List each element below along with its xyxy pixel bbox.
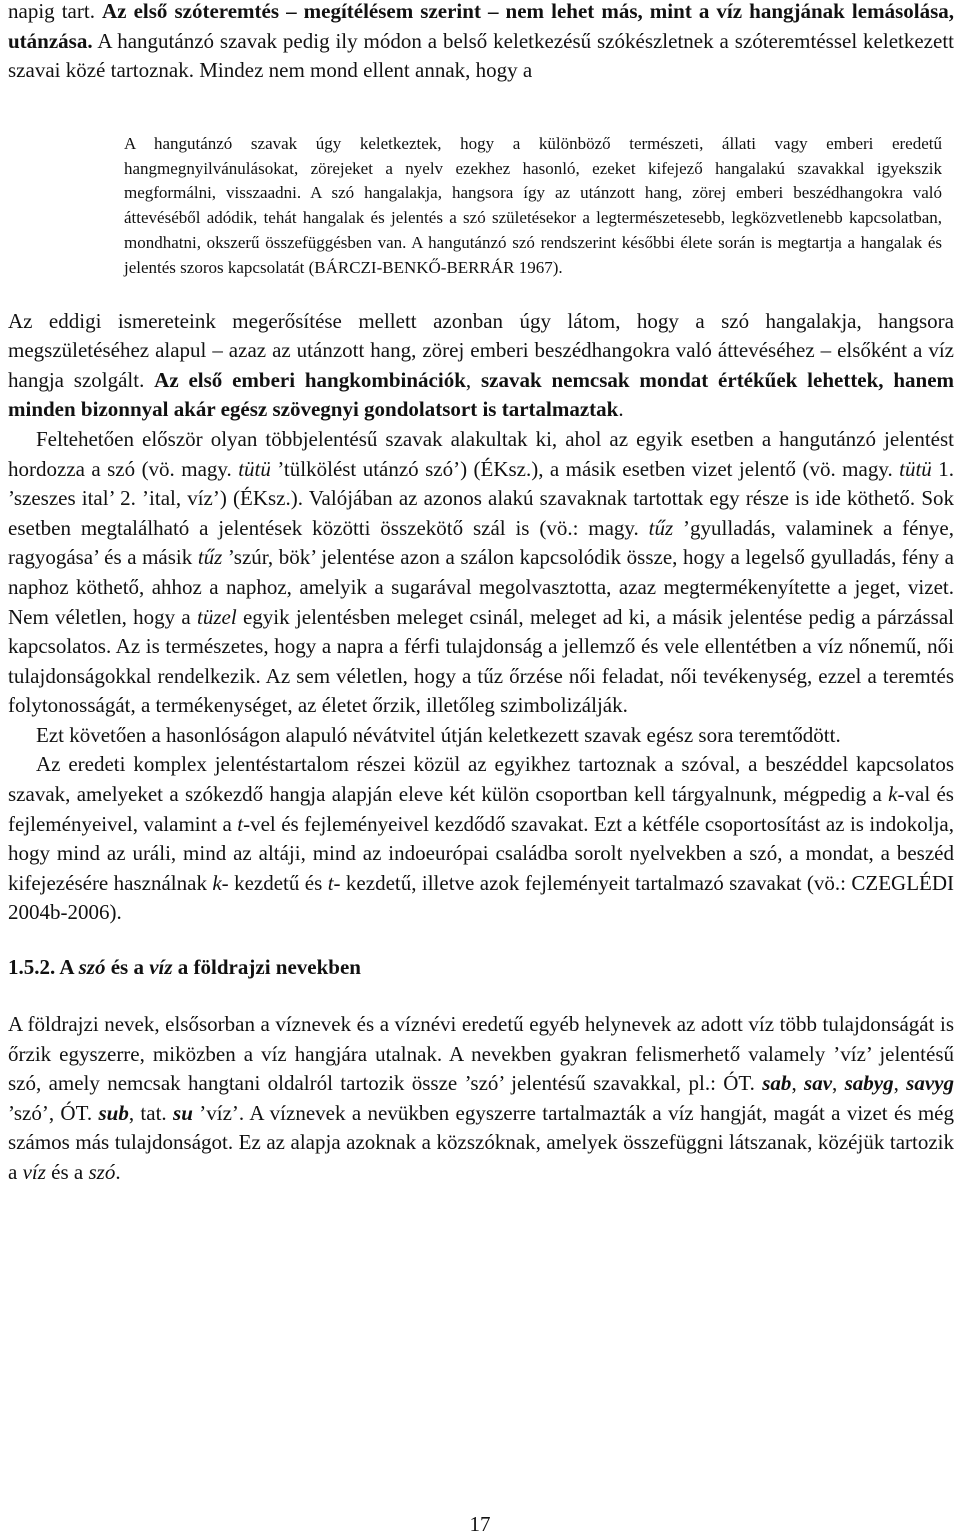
text-run: napig tart. <box>8 0 103 23</box>
italic-term: szó <box>88 1160 116 1184</box>
bold-run: Az első emberi hangkombinációk <box>154 367 466 392</box>
italic-term: tütü <box>899 456 932 481</box>
bold-claim: Az első szóteremtés – megítélésem szerint – nem lehet más, mint a víz hangjának lemásolása, utánzása. <box>8 0 954 53</box>
text-run: , <box>465 367 481 392</box>
text-run: egyik jelentésben meleget csinál, meleget ad ki, a másik jelentése pedig a párzással kapcsolatos. Az is természetes, hogy a napra a férfi tulajdonság a jellemző és vele ellentétben a víz nőnemű, női tulajdonságokkal rendelkezik. Az sem véletlen, hogy a tűz őrzése női feladat, női tevékenység, ezzel a teremtés folytonosságát, a termékenységet, az életet őrzik, illetőleg szimbolizálják. <box>8 604 954 718</box>
text-run: ’szó’, ÓT. <box>8 1100 99 1125</box>
text-run: 1. ’szeszes ital’ 2. ’ital, víz’) (ÉKsz.). Valójában az azonos alakú szavaknak tartottak egy része is ide köthető. Sok esetben megtalálható a jelentések közötti összekötő szál is (vö.: magy. <box>8 456 954 540</box>
italic-term: k <box>888 782 898 807</box>
text-run: ’víz’. A víznevek a nevükben egyszerre tartalmazták a víz hangját, magát a vizet és még számos más tulajdonságot. Ez az alapja azoknak a közszóknak, amelyek összefüggni látszanak, közéjük tartozik a <box>8 1100 954 1184</box>
page-number: 17 <box>469 1512 491 1536</box>
text-run: -val és fejleményeivel, valamint a <box>8 782 954 836</box>
text-run: és a <box>45 1160 89 1184</box>
text-run: Feltehetően először olyan többjelentésű szavak alakultak ki, ahol az egyik esetben a hangutánzó jelentést hordozza a szó (vö. magy. <box>8 426 954 481</box>
text-run: kezdetű és <box>228 870 328 895</box>
italic-term: tűz <box>648 515 674 540</box>
italic-term: k- <box>212 870 229 895</box>
italic-term: t <box>237 811 244 836</box>
section-number: 1.5.2. <box>8 955 60 980</box>
text-run: ’szúr, bök’ jelentése azon a szálon kapcsolódik össze, hogy a legelső gyulladás, fény a naphoz köthető, ahhoz a naphoz, amelyik a sugarával megolvasztotta, azaz megtermékenyítette a jeget, vizet. Nem véletlen, hogy a <box>8 545 955 629</box>
paragraph-place-names <box>8 1010 954 1188</box>
text-run: Az eddigi ismereteink megerősítése mellett azonban úgy látom, hogy a szó hangalakja, hangsora megszületéséhez alapul – azaz az utánzott hang, zörej emberi beszédhangokra való áttevéséhez – elsőként a víz hangja szolgált. <box>8 308 954 392</box>
text-run: ’gyulladás, valaminek a fénye, ragyogása’ és a másik <box>8 515 955 570</box>
text-run: A földrajzi nevek, elsősorban a víznevek és a víznévi eredetű egyéb helynevek az adott víz több tulajdonságát is őrzik egyszerre, miközben a víz hangjára utalnak. A nevekben gyakran felismerhető valamely ’víz’ jelentésű szó, amely nemcsak hangtani oldalról tartozik össze ’szó’ jelentésű szavakkal, pl.: ÓT. <box>8 1012 954 1096</box>
paragraph-intro <box>8 0 954 86</box>
block-quote: A hangutánzó szavak úgy keletkeztek, hogy a különböző természeti, állati vagy emberi eredetű hangmegnyilvánulásokat, zörejeket a nyelv ezekhez hasonló, ezeket kifejező hangalakú szavakkal igyekszik megformálni, visszaadni. A szó hangalakja, hangsora így az utánzott hang, zörej emberi beszédhangokra való áttevéséből adódik, tehát hangalak és jelentés a szó születésekor a legtermészetesebb, legközvetlenebb kapcsolatban, mondhatni, okszerű összefüggésben van. A hangutánzó szó rendszerint későbbi élete során is megtartja a hangalak és jelentés szoros kapcsolatát (BÁRCZI-BENKŐ-BERRÁR 1967). <box>124 133 942 277</box>
paragraph-thesis <box>8 307 954 425</box>
text-run: , <box>893 1071 907 1096</box>
heading-italic: szó <box>78 955 106 980</box>
text-run: , <box>832 1071 845 1096</box>
text-run: Az eredeti komplex jelentéstartalom részei közül az egyikhez tartoznak a szóval, a beszéddel kapcsolatos szavak, amelyeket a szókezdő hangja alapján eleve két külön csoportban kell tárgyalnunk, mégpedig a <box>8 752 954 807</box>
text-run: ’tülkölést utánzó szó’) (ÉKsz.), a másik esetben vizet jelentő (vö. magy. <box>270 456 900 481</box>
text-run: , tat. <box>128 1100 174 1125</box>
italic-term: t- <box>327 870 341 895</box>
text-run: . <box>618 397 624 422</box>
text-run: A hangutánzó szavak pedig ily módon a belső keletkezésű szókészletnek a szóteremtéssel keletkezett szavai közé tartoznak. Mindez nem mond ellent annak, hogy a <box>8 28 954 83</box>
document-page <box>8 0 954 1188</box>
text-run: . <box>115 1160 121 1184</box>
paragraph-word-groups <box>8 750 954 928</box>
paragraph-naming: Ezt követően a hasonlóságon alapuló névátvitel útján keletkezett szavak egész sora teremtődött. <box>36 722 841 747</box>
text-run: -vel és fejleményeivel kezdődő szavakat. Ezt a kétféle csoportosítást az is indokolja, hogy mind az uráli, mind az altáji, mind az indoeurópai családba sorolt nyelvekben a szó, a mondat, a beszéd kifejezésére használnak <box>8 811 954 895</box>
italic-term: víz <box>22 1160 46 1184</box>
bold-italic-term: sab <box>762 1071 792 1096</box>
italic-term: tüzel <box>197 604 237 629</box>
section-heading <box>8 953 954 982</box>
heading-text: A <box>59 955 79 980</box>
paragraph-polysemy <box>8 425 954 721</box>
heading-italic: víz <box>149 955 173 980</box>
bold-italic-term: sabyg <box>844 1071 894 1096</box>
heading-text: a földrajzi nevekben <box>172 955 361 980</box>
heading-text: és a <box>105 955 150 980</box>
bold-run: szavak nemcsak mondat értékűek lehettek, hanem minden bizonnyal akár egész szövegnyi gondolatsort is tartalmaztak <box>8 367 955 422</box>
text-run: , <box>791 1071 805 1096</box>
bold-italic-term: sav <box>804 1071 833 1096</box>
italic-term: tűz <box>197 545 223 570</box>
bold-italic-term: su <box>173 1100 193 1125</box>
text-run: kezdetű, illetve azok fejleményeit tartalmazó szavakat (vö.: CZEGLÉDI 2004b-2006). <box>8 870 955 925</box>
bold-italic-term: sub <box>98 1100 129 1125</box>
bold-italic-term: savyg <box>906 1071 954 1096</box>
italic-term: tütü <box>238 456 271 481</box>
